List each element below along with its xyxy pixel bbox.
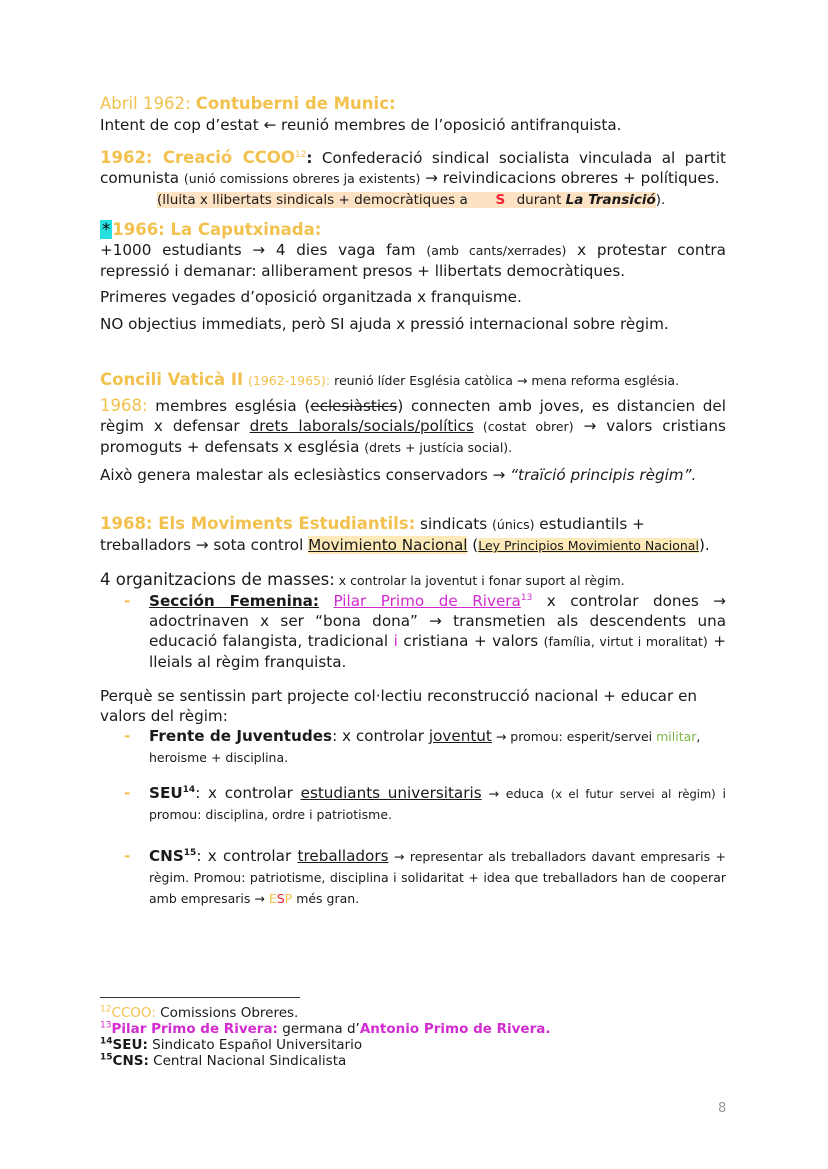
small-text: (unió comissions obreres ja existents) [183, 171, 421, 186]
note-letter-s: S [489, 192, 513, 208]
footnote-ref[interactable]: 15 [183, 847, 197, 858]
text: x protestar contra repressió i demanar: alliberament presos + llibertats democràtiques. [100, 241, 726, 280]
text: ) connecten amb joves, es distancien del règim x defensar [100, 397, 726, 435]
small-text: (família, virtut i moralitat) [543, 634, 708, 649]
underlined-text: drets laborals/socials/polítics [249, 417, 474, 435]
section-title: 1962: Creació CCOO [100, 148, 295, 167]
bullet: - [124, 592, 131, 610]
struck-text: eclesiàstics [310, 397, 398, 415]
text: ( [467, 536, 479, 554]
section-concili [100, 370, 726, 485]
footnote-number: 14 [100, 1036, 113, 1047]
section-years: (1962-1965): [248, 373, 331, 388]
text: : x controlar [195, 784, 301, 802]
org-list [100, 726, 726, 909]
footnote-term: CNS: [112, 1053, 149, 1069]
underlined-text: joventut [428, 727, 492, 745]
footnote [100, 1005, 700, 1021]
item-name: SEU [149, 784, 183, 802]
footnote [100, 1053, 700, 1069]
person-link[interactable]: Pilar Primo de Rivera [333, 592, 521, 610]
small-text: i promou: disciplina, ordre i patriotisme. [149, 786, 726, 822]
underlined-text: estudiants universitaris [300, 784, 482, 802]
year: 1968: [100, 396, 148, 415]
section-contuberni [100, 94, 726, 135]
colon: : [306, 149, 313, 167]
note-text: durant [512, 192, 566, 208]
footnote-divider [100, 997, 300, 998]
bullet: - [124, 784, 131, 802]
paragraph [100, 240, 726, 281]
letter-s: S [276, 891, 285, 906]
text: i [393, 632, 398, 650]
small-text: → representar als treballadors davant empresaris + règim. Promou: patriotisme, disciplina i solidaritat + idea que treballadors han de cooperar amb empresaris → [149, 849, 726, 906]
green-text: militar [656, 729, 697, 744]
footnote-term: CCOO: [111, 1005, 156, 1021]
footnote-number: 12 [100, 1004, 112, 1015]
small-text: → educa [481, 786, 551, 801]
footnote [100, 1021, 700, 1037]
text: membres església ( [147, 397, 311, 415]
bullet: - [124, 847, 131, 865]
org-list [100, 591, 726, 672]
item-name: Frente de Juventudes [149, 727, 333, 745]
list-item [100, 591, 726, 672]
small-text: (costat obrer) [473, 419, 574, 434]
section-title: 1966: La Caputxinada: [112, 220, 322, 239]
footnote-highlight: Antonio Primo de Rivera. [359, 1021, 551, 1037]
item-name: Sección Femenina: [149, 592, 319, 610]
footnote-ref[interactable]: 14 [182, 784, 196, 795]
paragraph [100, 465, 726, 485]
highlight-text: Movimiento Nacional [308, 536, 468, 554]
list-item [100, 726, 726, 768]
section-date: Abril 1962: [100, 94, 191, 113]
footnote-number: 13 [100, 1020, 112, 1031]
paragraph: Primeres vegades d’oposició organitzada x franquisme. [100, 288, 522, 306]
footnote-text: Comissions Obreres. [155, 1005, 299, 1021]
note-italic: La Transició [565, 192, 656, 208]
footnote-text: germana d’ [277, 1021, 360, 1037]
footnote-text: Central Nacional Sindicalista [148, 1053, 347, 1069]
section-valors [100, 686, 726, 909]
section-ccoo [100, 148, 726, 210]
footnote-ref[interactable]: 12 [294, 149, 307, 160]
small-text: (amb cants/xerrades) [426, 243, 567, 258]
small-text: x controlar la joventut i fonar suport al règim. [334, 573, 625, 588]
paragraph: Perquè se sentissin part projecte col·lectiu reconstrucció nacional + educar en valors del règim: [100, 687, 698, 725]
footnote-ref[interactable]: 13 [520, 592, 533, 603]
text: ). [698, 536, 710, 554]
text: sindicats [415, 515, 493, 533]
item-name: CNS [149, 847, 184, 865]
text: → valors cristians promoguts + defensats x església [100, 417, 726, 456]
small-text: → promou: esperit/servei [491, 729, 657, 744]
list-item [100, 783, 726, 825]
letter-p: P [284, 891, 293, 906]
underlined-text: treballadors [297, 847, 389, 865]
note-text: ). [655, 192, 666, 208]
text: → reivindicacions obreres + polítiques. [420, 169, 720, 187]
text: : x controlar [332, 727, 429, 745]
heading: 4 organitzacions de masses: [100, 570, 335, 589]
section-organitzacions [100, 570, 726, 672]
paragraph: Intent de cop d’estat ← reunió membres de l’oposició antifranquista. [100, 116, 622, 134]
small-text: (únics) [492, 517, 535, 532]
highlight-text: Ley Principios Movimiento Nacional [478, 538, 699, 553]
asterisk-marker: * [102, 220, 111, 239]
italic-text: “traïció principis règim”. [510, 466, 697, 484]
text: reunió líder Església catòlica → mena reforma església. [330, 373, 680, 388]
footnote [100, 1037, 700, 1053]
text: +1000 estudiants → 4 dies vaga fam [100, 241, 427, 259]
bullet: - [124, 727, 131, 745]
letter-e: E [268, 891, 277, 906]
note [100, 190, 726, 210]
list-item [100, 846, 726, 909]
section-title: 1968: Els Moviments Estudiantils: [100, 514, 416, 533]
text: : x controlar [196, 847, 298, 865]
section-title: Contuberni de Munic: [195, 94, 396, 113]
small-text: , heroisme + disciplina. [149, 729, 701, 765]
footnote-text: Sindicato Español Universitario [147, 1037, 363, 1053]
text: cristiana + valors [397, 632, 544, 650]
small-text: (drets + justícia social). [364, 440, 513, 455]
section-title: Concili Vaticà II [100, 370, 244, 389]
footnotes [100, 1005, 700, 1069]
small-text: (x el futur servei al règim) [550, 787, 716, 801]
paragraph: NO objectius immediats, però SI ajuda x pressió internacional sobre règim. [100, 315, 669, 333]
footnote-term: Pilar Primo de Rivera: [111, 1021, 278, 1037]
page-number: 8 [718, 1101, 727, 1116]
note-text: (lluita x llibertats sindicals + democràtiques a [157, 192, 473, 208]
footnote-number: 15 [100, 1052, 113, 1063]
text: x controlar dones → adoctrinaven x ser “bona dona” → transmetien als descendents una educació falangista, tradicional [149, 592, 726, 650]
paragraph [100, 396, 726, 458]
text: + lleials al règim franquista. [149, 632, 727, 671]
text: estudiantils + treballadors → sota control [100, 515, 645, 554]
note-letter-e: E [472, 192, 489, 208]
footnote-term: SEU: [112, 1037, 148, 1053]
page-body [100, 94, 726, 909]
small-text: més gran. [292, 891, 360, 906]
text: Això genera malestar als eclesiàstics conservadors → [100, 466, 511, 484]
text: Confederació sindical socialista vinculada al partit comunista [100, 149, 726, 187]
section-moviments [100, 514, 726, 556]
section-caputxinada [100, 220, 726, 334]
